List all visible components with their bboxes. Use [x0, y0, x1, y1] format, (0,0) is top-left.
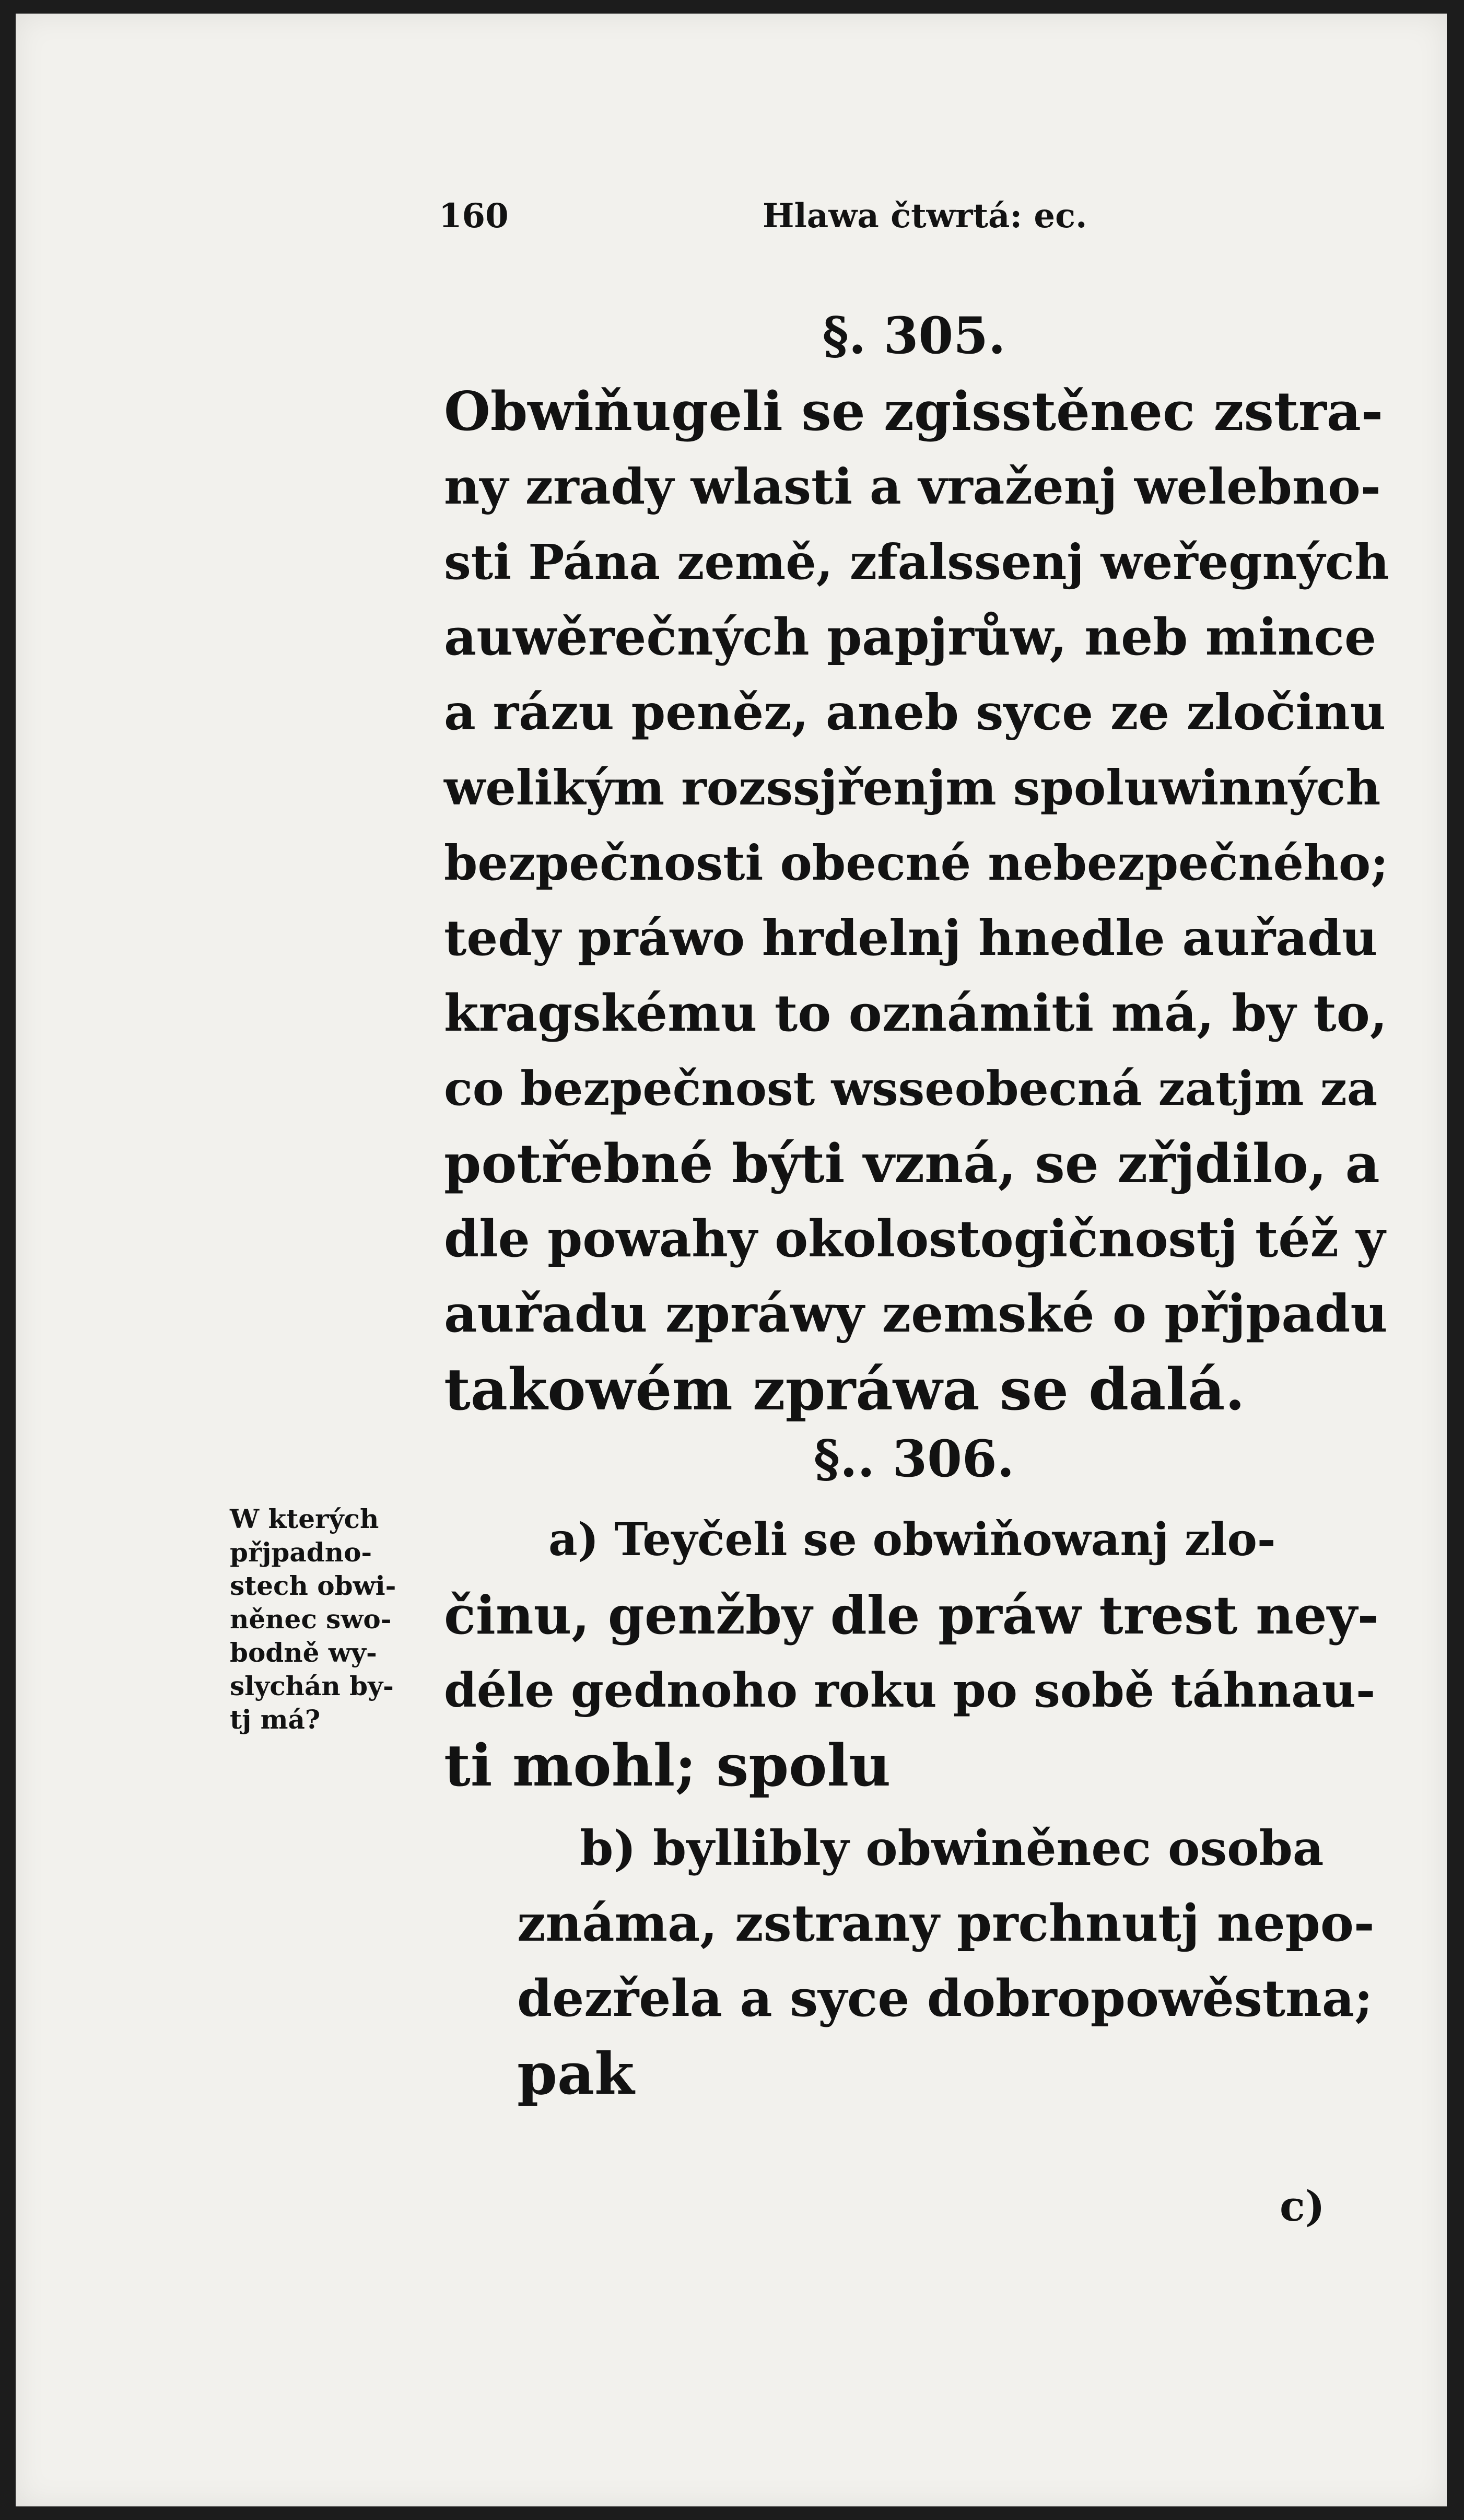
text-line: déle gednoho roku po sobě táhnau-	[444, 1663, 1376, 1718]
text-line: známa, zstrany prchnutj nepo-	[517, 1894, 1375, 1953]
book-page	[16, 14, 1447, 2506]
margin-note-line: W kterých	[230, 1503, 379, 1534]
text-line: pak	[517, 2040, 635, 2107]
text-line: činu, genžby dle práw trest ney-	[444, 1584, 1379, 1646]
margin-note-line: bodně wy-	[230, 1637, 377, 1668]
list-item-a	[444, 1502, 1389, 1803]
text-line: takowém zpráwa se dalá.	[444, 1356, 1245, 1423]
text-line: sti Pána země, zfalssenj weřegných	[444, 534, 1389, 590]
text-line: auřadu zpráwy zemské o přjpadu	[444, 1284, 1388, 1344]
text-line: auwěrečných papjrůw, neb mince	[444, 608, 1377, 667]
text-line: welikým rozssjřenjm spoluwinných	[444, 760, 1381, 816]
section-305-title: §. 305.	[822, 306, 1006, 365]
text-line: Obwiňugeli se zgisstěnec zstra-	[444, 380, 1384, 443]
margin-note-line: tj má?	[230, 1704, 321, 1735]
text-line: dle powahy okolostogičnostj též y	[444, 1209, 1386, 1268]
text-line: b) byllibly obwiněnec osoba	[580, 1820, 1324, 1876]
text-line: a rázu peněz, aneb syce ze zločinu	[444, 684, 1386, 741]
margin-note	[230, 1502, 428, 1736]
text-line: co bezpečnost wsseobecná zatjm za	[444, 1061, 1378, 1116]
text-line: a) Teyčeli se obwiňowanj zlo-	[548, 1513, 1276, 1566]
margin-note-line: něnec swo-	[230, 1604, 392, 1635]
section-305-paragraph	[444, 374, 1389, 1427]
margin-note-line: slychán by-	[230, 1671, 394, 1701]
text-line: tedy práwo hrdelnj hnedle auřadu	[444, 909, 1378, 967]
text-line: dezřela a syce dobropowěstna;	[517, 1969, 1373, 2028]
text-line: ny zrady wlasti a vraženj welebno-	[444, 458, 1381, 516]
catchword: c)	[1280, 2181, 1325, 2231]
text-line: kragskému to oznámiti má, by to,	[444, 984, 1388, 1043]
page-number: 160	[439, 196, 509, 236]
margin-note-line: stech obwi-	[230, 1570, 396, 1601]
margin-note-line: přjpadno-	[230, 1537, 372, 1568]
text-line: potřebné býti vzná, se zřjdilo, a	[444, 1133, 1380, 1195]
section-306-title: §.. 306.	[813, 1429, 1015, 1488]
running-head: Hlawa čtwrtá: ec.	[763, 196, 1087, 236]
list-item-b	[517, 1811, 1389, 2111]
text-line: ti mohl; spolu	[444, 1732, 891, 1799]
text-line: bezpečnosti obecné nebezpečného;	[444, 835, 1389, 891]
